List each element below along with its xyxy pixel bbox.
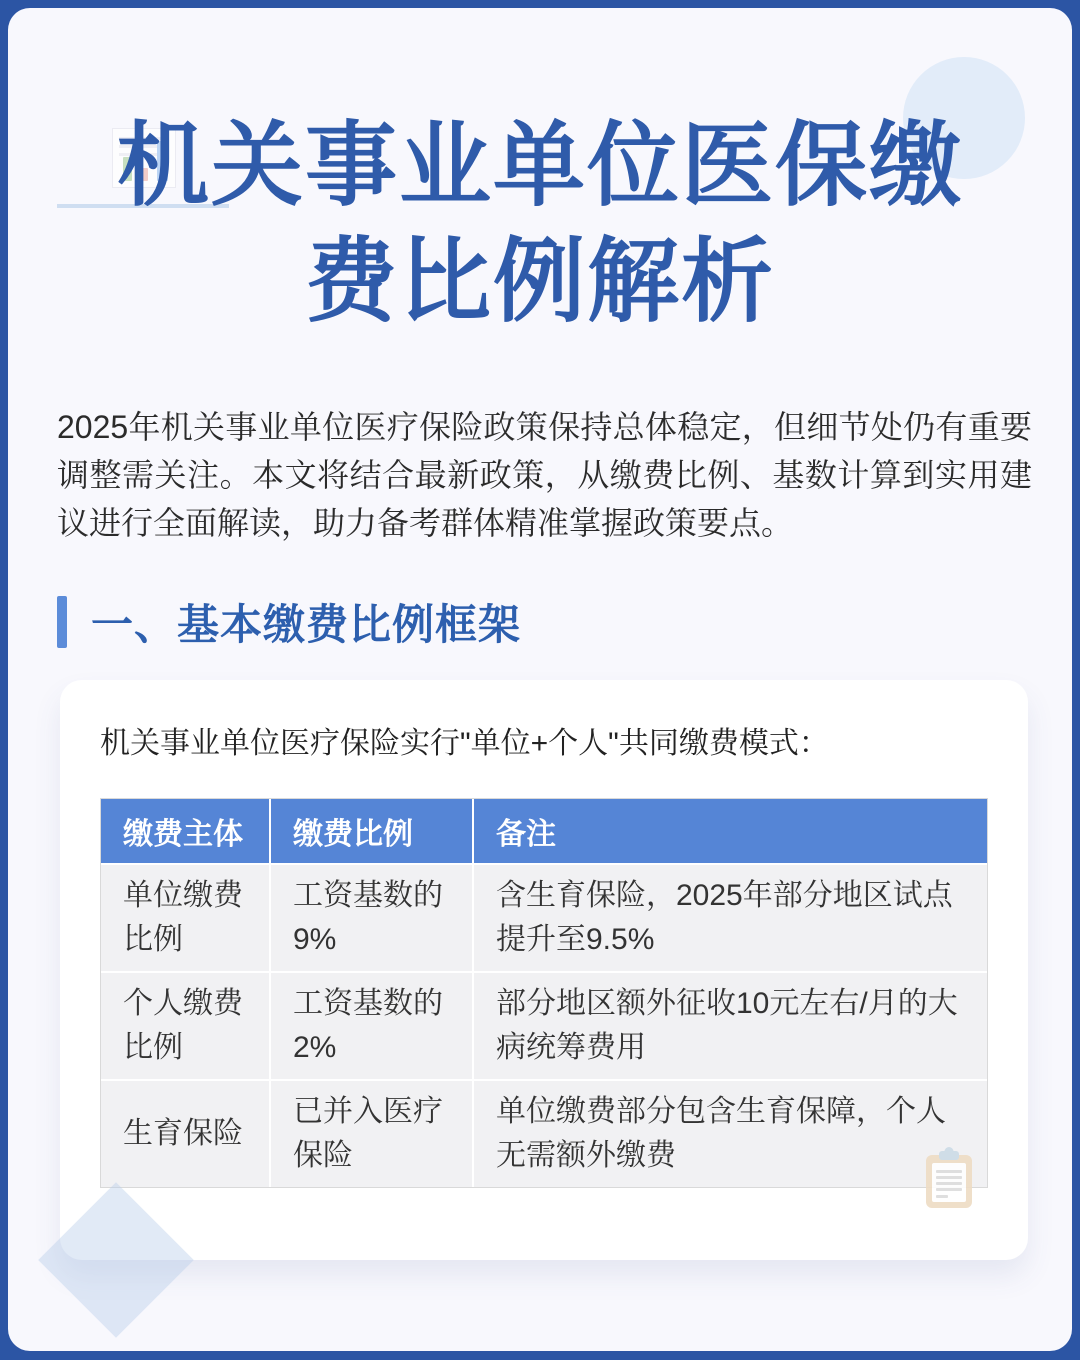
page-title-line2: 费比例解析 — [304, 231, 775, 333]
table-cell: 个人缴费比例 — [101, 973, 269, 1079]
table-cell: 单位缴费比例 — [101, 865, 269, 971]
intro-paragraph: 2025年机关事业单位医疗保险政策保持总体稳定，但细节处仍有重要调整需关注。本文将结合最新政策，从缴费比例、基数计算到实用建议进行全面解读，助力备考群体精准掌握政策要点。 — [57, 409, 1032, 541]
table-header-rate: 缴费比例 — [271, 799, 472, 863]
page-title — [8, 108, 1072, 340]
page-title-line1: 机关事业单位医保缴 — [116, 115, 963, 217]
table-header-subject: 缴费主体 — [101, 799, 269, 863]
content-card — [60, 680, 1028, 1260]
table-cell: 部分地区额外征收10元左右/月的大病统筹费用 — [474, 973, 987, 1079]
clipboard-icon — [926, 1155, 972, 1208]
table-cell: 生育保险 — [101, 1081, 269, 1187]
table-cell: 含生育保险，2025年部分地区试点提升至9.5% — [474, 865, 987, 971]
contribution-rate-table — [100, 798, 988, 1188]
section-title: 一、基本缴费比例框架 — [91, 601, 522, 648]
table-cell: 单位缴费部分包含生育保障，个人无需额外缴费 — [474, 1081, 987, 1187]
table-header-note: 备注 — [474, 799, 987, 863]
card-intro-text: 机关事业单位医疗保险实行"单位+个人"共同缴费模式： — [100, 727, 829, 760]
table-cell: 工资基数的2% — [271, 973, 472, 1079]
section-accent-bar — [57, 596, 67, 648]
section-header — [57, 592, 521, 652]
table-cell: 工资基数的9% — [271, 865, 472, 971]
table-cell: 已并入医疗保险 — [271, 1081, 472, 1187]
content-area — [8, 8, 1072, 1351]
